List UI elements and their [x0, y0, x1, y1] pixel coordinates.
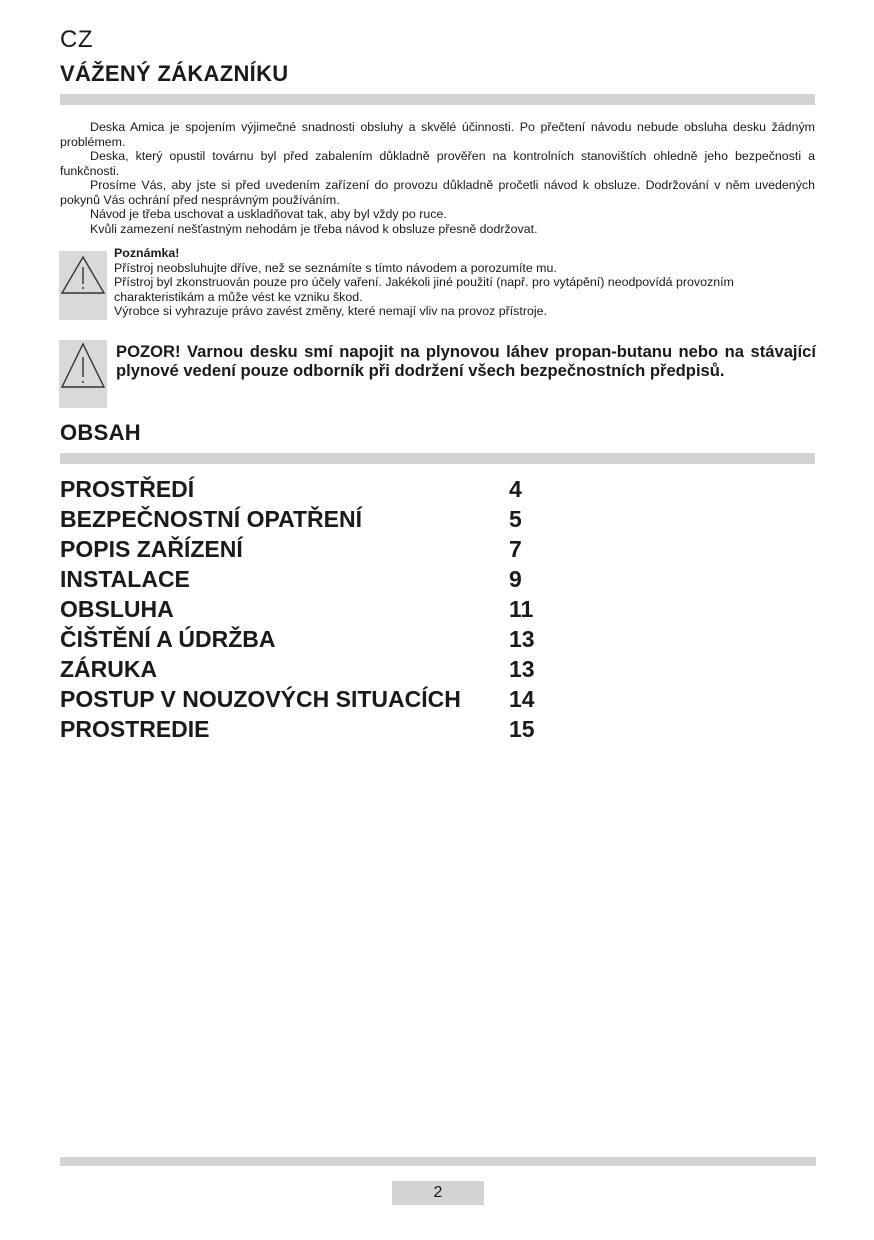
note-title: Poznámka! — [114, 246, 180, 260]
toc-entry — [60, 714, 660, 744]
title-divider — [60, 94, 815, 105]
warning-triangle-icon — [59, 340, 107, 408]
toc-entry — [60, 474, 660, 504]
contents-divider — [60, 453, 815, 464]
toc-entry-page: 4 — [509, 476, 522, 502]
warning-triangle-icon — [59, 251, 107, 320]
toc-entry-page: 5 — [509, 506, 522, 532]
intro-paragraph: Návod je třeba uschovat a uskladňovat tak, aby byl vždy po ruce. — [90, 207, 447, 221]
toc-entry-title: INSTALACE — [60, 566, 190, 592]
table-of-contents — [60, 474, 660, 744]
toc-entry — [60, 654, 660, 684]
toc-entry — [60, 594, 660, 624]
toc-entry-title: BEZPEČNOSTNÍ OPATŘENÍ — [60, 506, 362, 532]
note-line: Výrobce si vyhrazuje právo zavést změny, které nemají vliv na provoz přístroje. — [114, 304, 547, 318]
toc-entry-title: PROSTŘEDÍ — [60, 476, 195, 502]
toc-entry — [60, 504, 660, 534]
toc-entry-title: PROSTREDIE — [60, 716, 210, 742]
toc-entry-page: 9 — [509, 566, 522, 592]
intro-text — [60, 120, 815, 236]
toc-entry-page: 11 — [509, 596, 534, 622]
note-line: Přístroj byl zkonstruován pouze pro účely vaření. Jakékoli jiné použití (např. pro vytápění) neodpovídá provozním charakteristikám a může vést ke vzniku škod. — [114, 275, 734, 304]
toc-entry-page: 14 — [509, 686, 535, 712]
toc-entry-page: 13 — [509, 626, 535, 652]
language-code: CZ — [60, 26, 93, 53]
footer-divider — [60, 1157, 816, 1166]
toc-entry-title: ZÁRUKA — [60, 656, 158, 682]
toc-entry — [60, 534, 660, 564]
contents-heading: OBSAH — [60, 420, 141, 445]
toc-entry-page: 7 — [509, 536, 522, 562]
note-line: Přístroj neobsluhujte dříve, než se seznámíte s tímto návodem a porozumíte mu. — [114, 260, 557, 275]
toc-entry — [60, 624, 660, 654]
toc-entry-title: POSTUP V NOUZOVÝCH SITUACÍCH — [60, 686, 461, 712]
intro-paragraph: Deska Amica je spojením výjimečné snadnosti obsluhy a skvělé účinnosti. Po přečtení návodu nebude obsluha desku žádným problémem. — [60, 120, 815, 149]
toc-entry-page: 13 — [509, 656, 535, 682]
toc-entry-title: POPIS ZAŘÍZENÍ — [60, 536, 243, 562]
toc-entry-page: 15 — [509, 716, 535, 742]
page-title: VÁŽENÝ ZÁKAZNÍKU — [60, 61, 289, 86]
toc-entry — [60, 684, 660, 714]
caution-warning-box — [59, 340, 107, 408]
note-block — [114, 246, 814, 319]
note-warning-box — [59, 251, 107, 320]
caution-text: POZOR! Varnou desku smí napojit na plynovou láhev propan-butanu nebo na stávající plynové vedení pouze odborník při dodržení všech bezpečnostních předpisů. — [116, 342, 816, 380]
page-number: 2 — [392, 1181, 484, 1205]
toc-entry-title: OBSLUHA — [60, 596, 174, 622]
toc-entry — [60, 564, 660, 594]
intro-paragraph: Prosíme Vás, aby jste si před uvedením zařízení do provozu důkladně pročetli návod k obsluze. Dodržování v něm uvedených pokynů Vás ochrání před nesprávným používáním. — [60, 178, 815, 207]
toc-entry-title: ČIŠTĚNÍ A ÚDRŽBA — [60, 626, 276, 652]
intro-paragraph: Deska, který opustil továrnu byl před zabalením důkladně prověřen na kontrolních stanovištích ohledně jeho bezpečnosti a funkčnosti. — [60, 149, 815, 178]
intro-paragraph: Kvůli zamezení nešťastným nehodám je třeba návod k obsluze přesně dodržovat. — [90, 221, 538, 236]
